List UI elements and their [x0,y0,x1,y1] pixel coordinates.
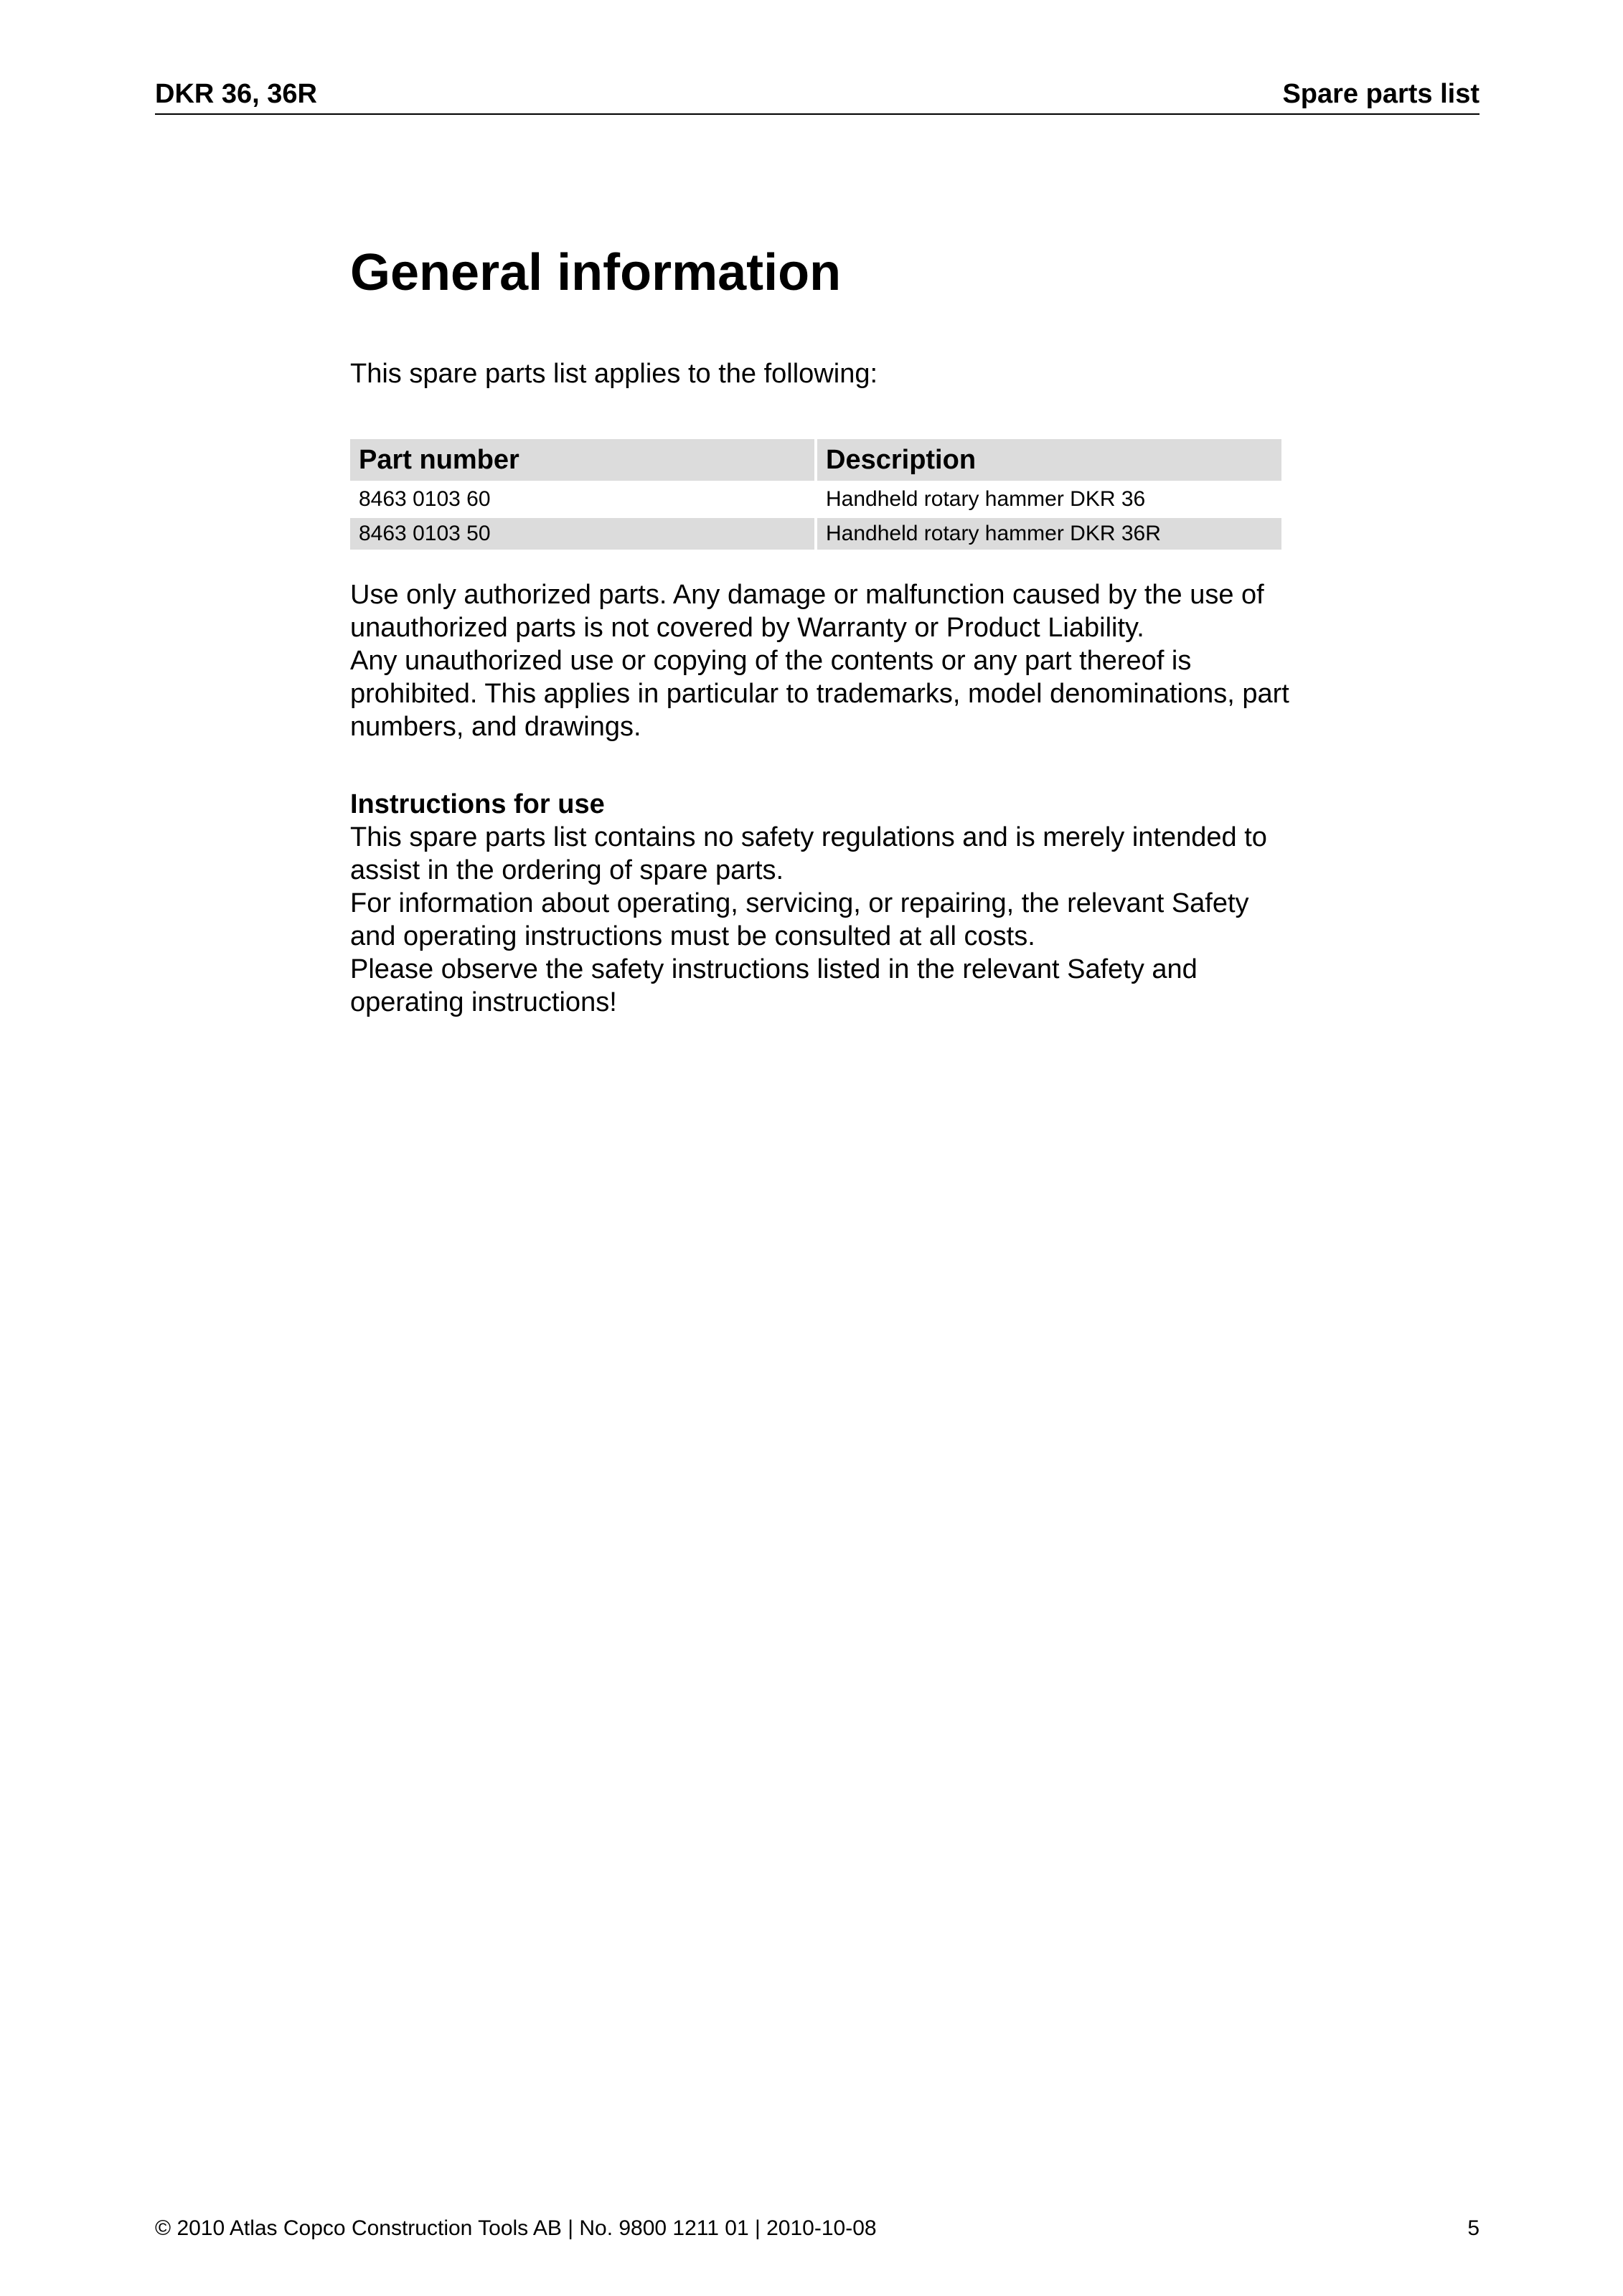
column-header-description: Description [817,439,1281,481]
part-number-cell: 8463 0103 60 [359,487,491,511]
instructions-paragraph: For information about operating, servicing, or repairing, the relevant Safety and operating instructions must be consulted at all costs. [350,888,1249,951]
header-section: Spare parts list [1282,79,1479,109]
notice-paragraph: Use only authorized parts. Any damage or malfunction caused by the use of unauthorized parts is not covered by Warranty or Product Liability. [350,580,1264,643]
column-header-part-number: Part number [350,439,814,481]
table-header-row [350,439,1281,481]
table-row [350,484,1281,515]
parts-table [347,436,1284,552]
instructions-paragraph: This spare parts list contains no safety regulations and is merely intended to assist in the ordering of spare parts. [350,822,1267,885]
page-header [155,77,1479,115]
page-number: 5 [1467,2216,1479,2240]
instructions-heading: Instructions for use [350,789,605,819]
footer-copyright: © 2010 Atlas Copco Construction Tools AB | No. 9800 1211 01 | 2010-10-08 [155,2216,877,2240]
intro-text: This spare parts list applies to the following: [350,359,878,389]
page-title: General information [350,244,842,301]
table-row [350,518,1281,550]
instructions-section [350,788,1290,1019]
part-number-cell: 8463 0103 50 [350,518,814,550]
authorized-parts-notice [350,578,1290,743]
instructions-paragraph: Please observe the safety instructions listed in the relevant Safety and operating instructions! [350,954,1198,1017]
main-content [350,237,1290,1019]
description-cell: Handheld rotary hammer DKR 36 [826,487,1146,511]
notice-paragraph: Any unauthorized use or copying of the contents or any part thereof is prohibited. This applies in particular to trademarks, model denominations, part numbers, and drawings. [350,646,1289,742]
header-model: DKR 36, 36R [155,79,317,109]
description-cell: Handheld rotary hammer DKR 36R [817,518,1281,550]
